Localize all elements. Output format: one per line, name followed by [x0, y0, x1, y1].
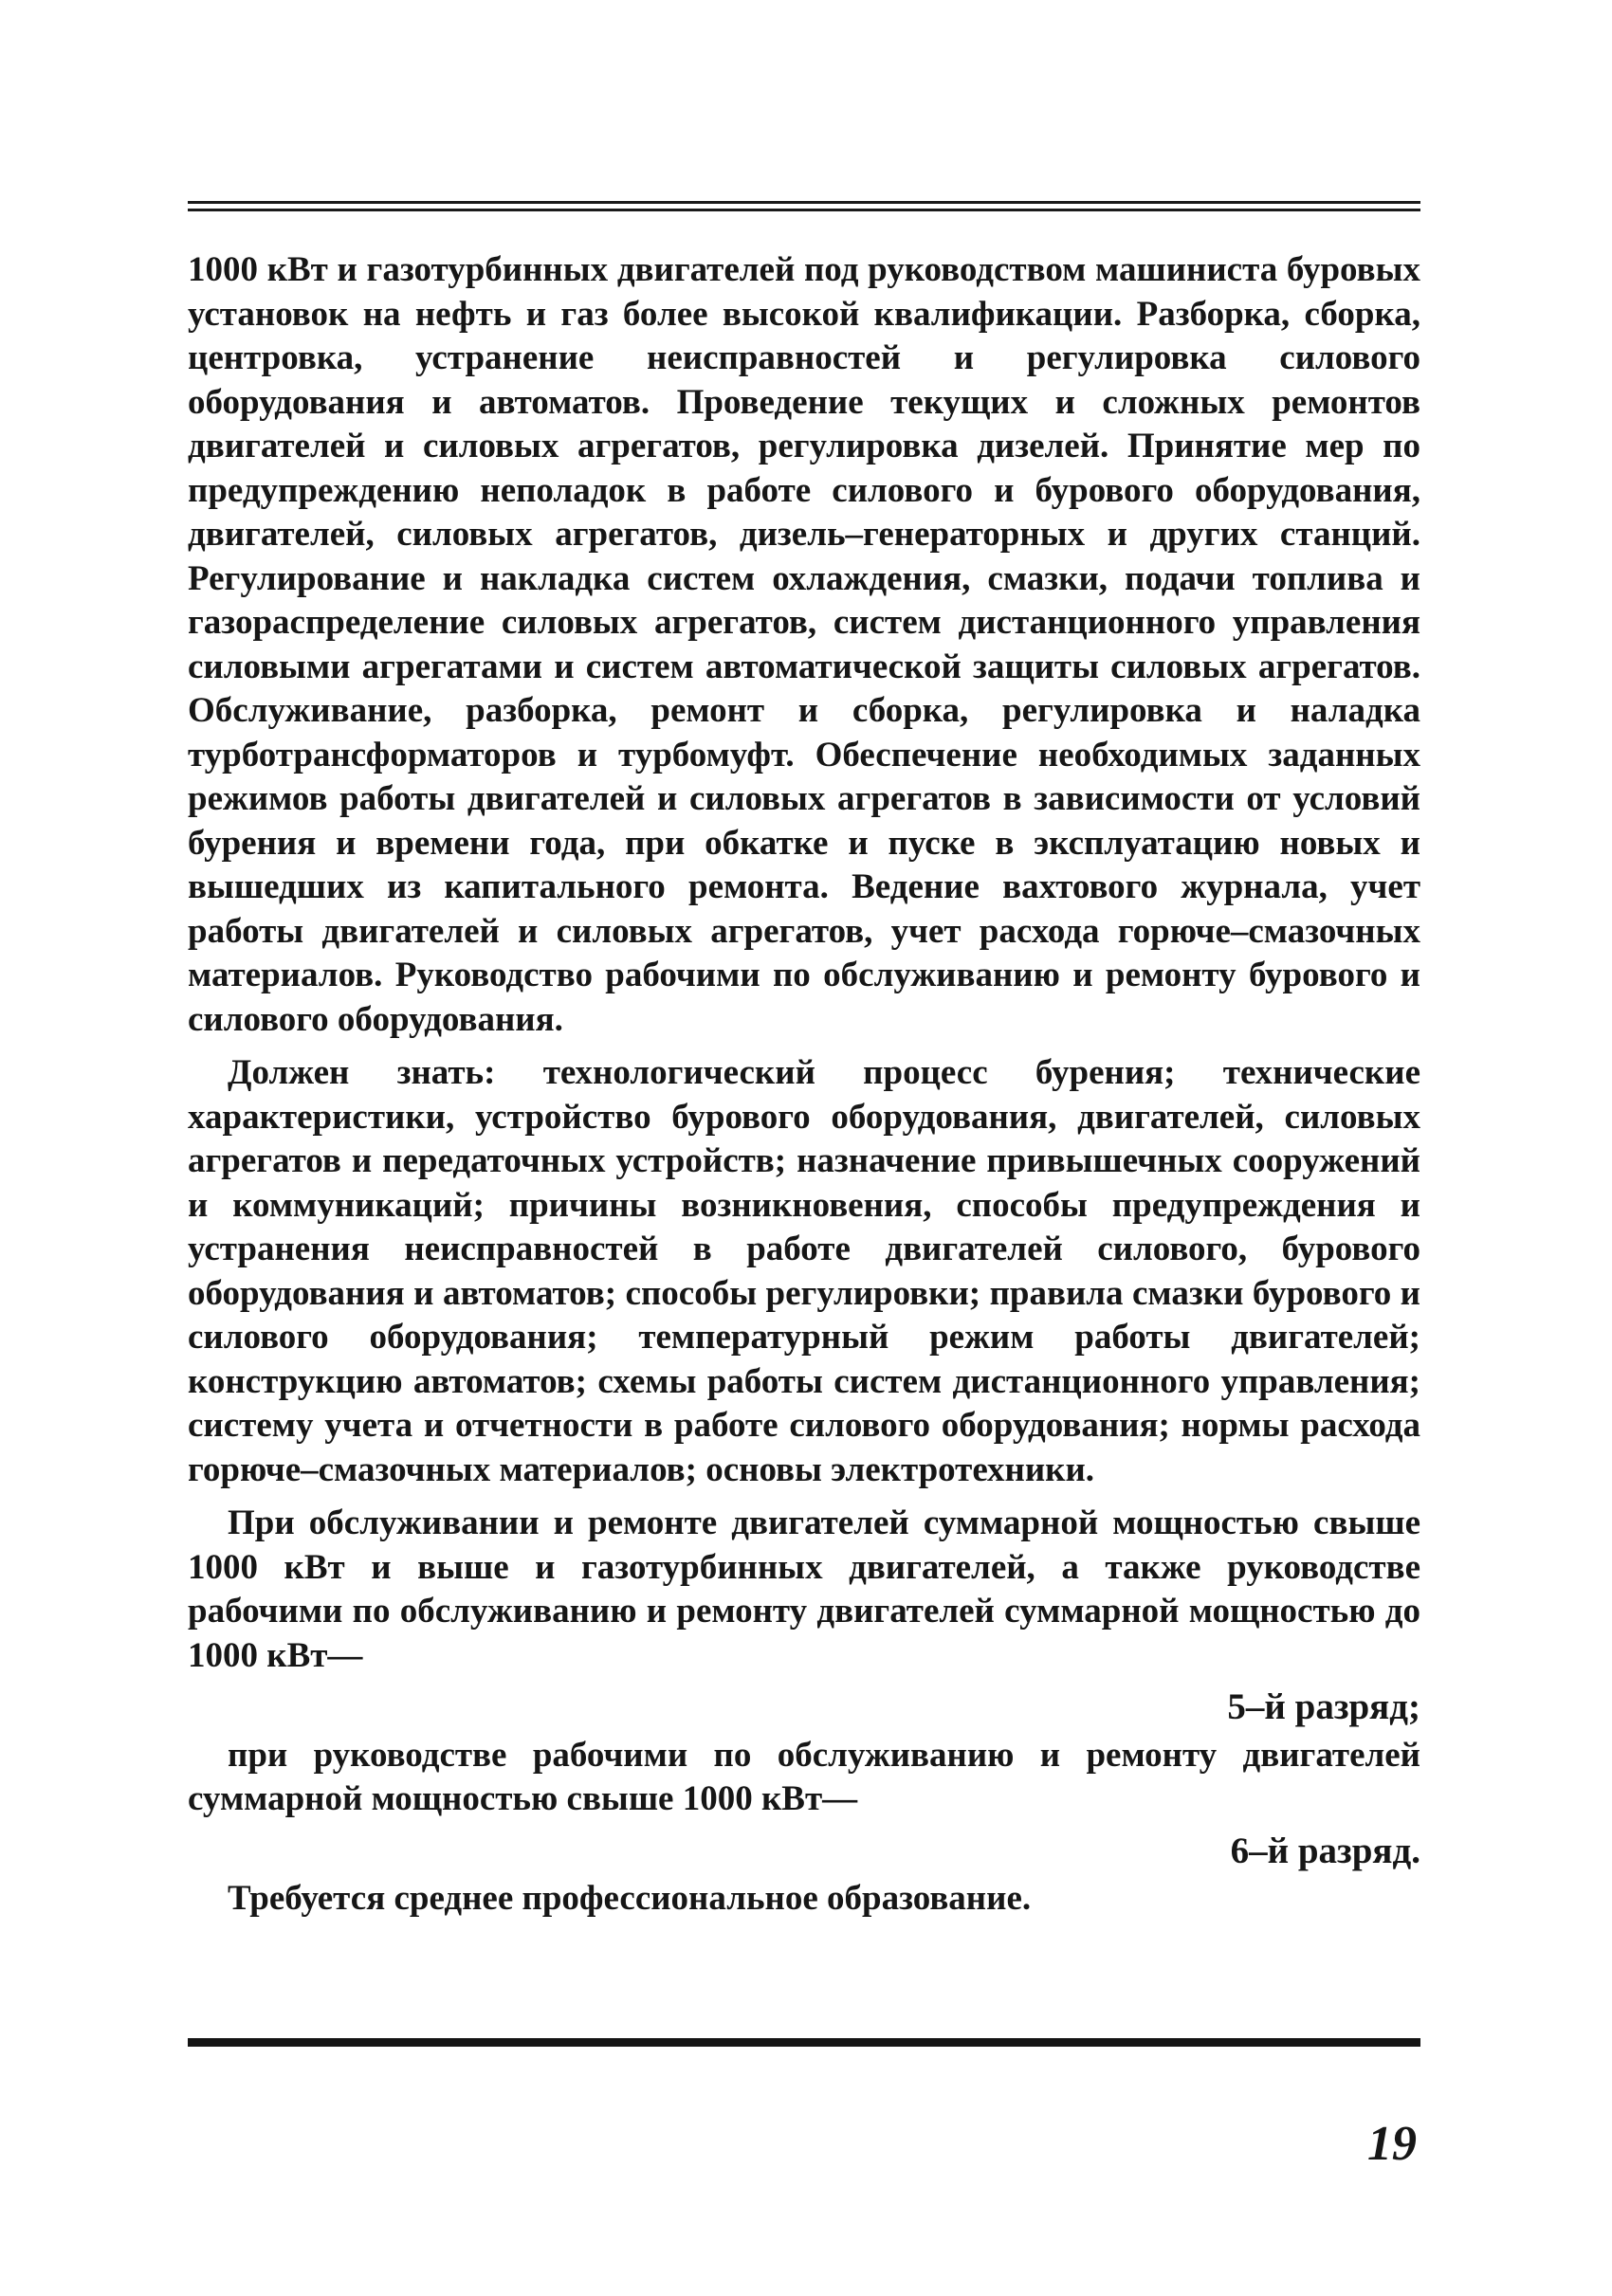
must-know-label: Должен знать:	[228, 1053, 496, 1092]
grade5-condition: При обслуживании и ремонте двигателей суммарной мощностью свыше 1000 кВт и выше и газотурбинных двигателей, а также руководстве рабочими по обслуживанию и ремонту двигателей суммарной мощностью до 1000 кВт—	[188, 1503, 1420, 1675]
grade6-condition: при руководстве рабочими по обслуживанию и ремонту двигателей суммарной мощностью свыше 1000 кВт—	[188, 1735, 1420, 1818]
must-know-text: технологический процесс бурения; технические характеристики, устройство бурового оборудования, двигателей, силовых агрегатов и передаточных устройств; назначение привышечных сооружений и коммуникаций; причины возникновения, способы предупреждения и устранения неисправностей в работе двигателей силового, бурового оборудования и автоматов; способы регулировки; правила смазки бурового и силового оборудования; температурный режим работы двигателей; конструкцию автоматов; схемы работы систем дистанционного управления; систему учета и отчетности в работе силового оборудования; нормы расхода горюче–смазочных материалов; основы электротехники.	[188, 1053, 1420, 1489]
top-rule	[188, 201, 1420, 211]
bottom-rule	[188, 2038, 1420, 2047]
education-requirement: Требуется среднее профессиональное образование.	[228, 1879, 1032, 1918]
document-body	[188, 248, 1420, 1922]
grade6-label: 6–й разряд.	[1230, 1830, 1420, 1871]
grade5-label: 5–й разряд;	[1227, 1686, 1420, 1727]
page-number: 19	[1367, 2117, 1417, 2171]
must-know-paragraph	[188, 1051, 1420, 1492]
duties-paragraph: 1000 кВт и газотурбинных двигателей под руководством машиниста буровых установок на нефть и газ более высокой квалификации. Разборка, сборка, центровка, устранение неисправностей и регулировка силового оборудования и автоматов. Проведение текущих и сложных ремонтов двигателей и силовых агрегатов, регулировка дизелей. Принятие мер по предупреждению неполадок в работе силового и бурового оборудования, двигателей, силовых агрегатов, дизель–генераторных и других станций. Регулирование и накладка систем охлаждения, смазки, подачи топлива и газораспределение силовых агрегатов, систем дистанционного управления силовыми агрегатами и систем автоматической защиты силовых агрегатов. Обслуживание, разборка, ремонт и сборка, регулировка и наладка турботрансформаторов и турбомуфт. Обеспечение необходимых заданных режимов работы двигателей и силовых агрегатов в зависимости от условий бурения и времени года, при обкатке и пуске в эксплуатацию новых и вышедших из капитального ремонта. Ведение вахтового журнала, учет работы двигателей и силовых агрегатов, учет расхода горюче–смазочных материалов. Руководство рабочими по обслуживанию и ремонту бурового и силового оборудования.	[188, 250, 1420, 1039]
